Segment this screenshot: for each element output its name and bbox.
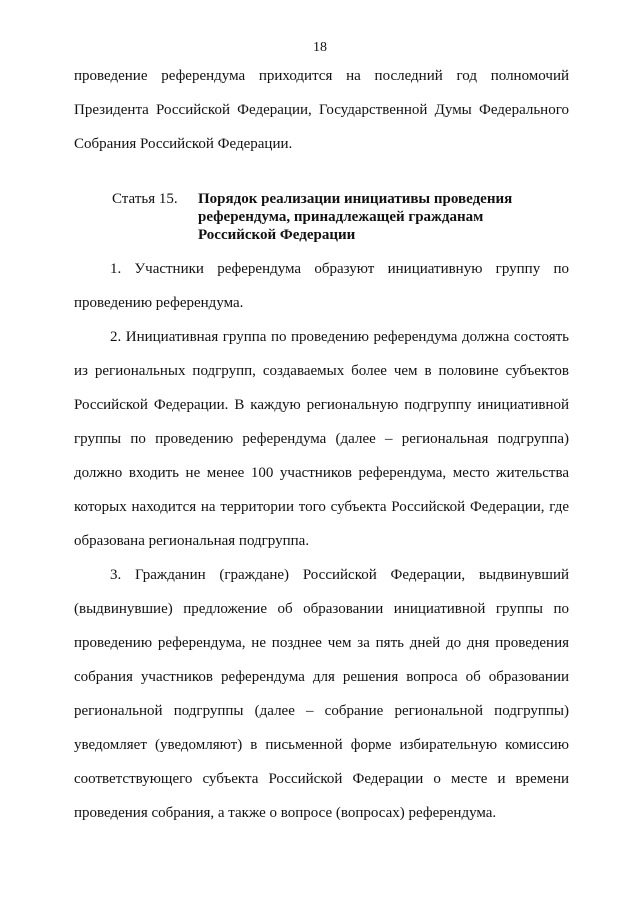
paragraph-3-line-2: (выдвинувшие) предложение об образовании инициативной группы по xyxy=(74,601,569,617)
paragraph-2-line-7: образована региональная подгруппа. xyxy=(74,533,310,549)
article-number: Статья 15. xyxy=(112,191,178,207)
paragraph-2-line-5: должно входить не менее 100 участников референдума, место жительства xyxy=(74,465,569,481)
paragraph-2-line-2: из региональных подгрупп, создаваемых более чем в половине субъектов xyxy=(74,363,569,379)
article-title-line-3: Российской Федерации xyxy=(198,227,356,243)
paragraph-1-line-1: 1. Участники референдума образуют инициативную группу по xyxy=(110,261,569,277)
article-title-line-2: референдума, принадлежащей гражданам xyxy=(198,209,484,225)
paragraph-3-line-1: 3. Гражданин (граждане) Российской Федерации, выдвинувший xyxy=(110,567,569,583)
paragraph-3-line-5: региональной подгруппы (далее – собрание региональной подгруппы) xyxy=(74,703,569,719)
intro-line-1: проведение референдума приходится на последний год полномочий xyxy=(74,68,569,84)
paragraph-3-line-3: проведению референдума, не позднее чем за пять дней до дня проведения xyxy=(74,635,569,651)
intro-line-2: Президента Российской Федерации, Государственной Думы Федерального xyxy=(74,102,569,118)
paragraph-2-line-3: Российской Федерации. В каждую региональную подгруппу инициативной xyxy=(74,397,569,413)
paragraph-1-line-2: проведению референдума. xyxy=(74,295,244,311)
paragraph-3-line-8: проведения собрания, а также о вопросе (вопросах) референдума. xyxy=(74,805,497,821)
page-number: 18 xyxy=(313,40,327,55)
paragraph-2-line-6: которых находится на территории того субъекта Российской Федерации, где xyxy=(74,499,569,515)
paragraph-3-line-4: собрания участников референдума для решения вопроса об образовании xyxy=(74,669,569,685)
paragraph-3-line-6: уведомляет (уведомляют) в письменной форме избирательную комиссию xyxy=(74,737,569,753)
paragraph-2-line-1: 2. Инициативная группа по проведению референдума должна состоять xyxy=(110,329,569,345)
paragraph-3-line-7: соответствующего субъекта Российской Федерации о месте и времени xyxy=(74,771,569,787)
paragraph-2-line-4: группы по проведению референдума (далее – региональная подгруппа) xyxy=(74,431,569,447)
intro-line-3: Собрания Российской Федерации. xyxy=(74,136,293,152)
article-title-line-1: Порядок реализации инициативы проведения xyxy=(198,191,513,207)
